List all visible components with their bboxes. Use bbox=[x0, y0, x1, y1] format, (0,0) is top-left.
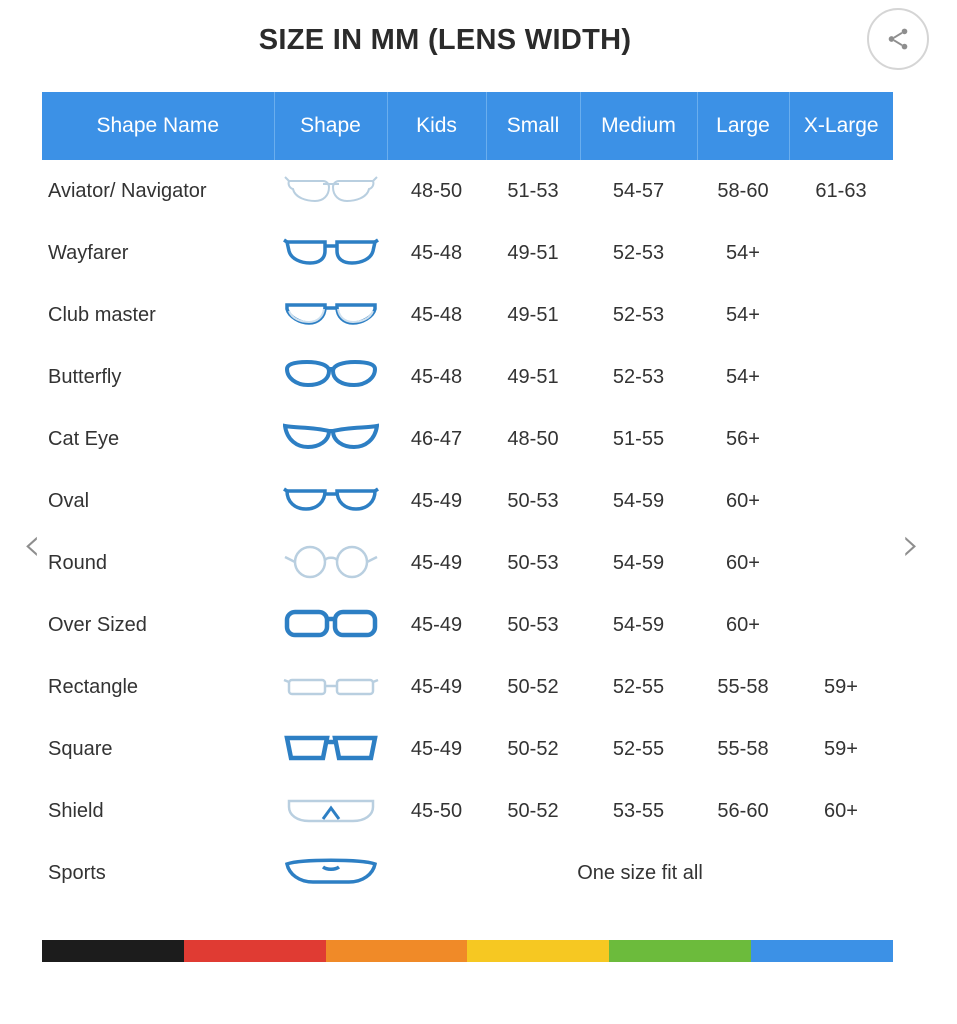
row-large: 54+ bbox=[726, 365, 760, 388]
table-row bbox=[42, 346, 893, 408]
row-large: 54+ bbox=[726, 241, 760, 264]
table-header-row bbox=[42, 92, 893, 160]
row-xlarge bbox=[789, 594, 893, 656]
row-shape-name: Square bbox=[48, 737, 113, 760]
row-medium: 54-57 bbox=[612, 179, 665, 202]
page-title: SIZE IN MM (LENS WIDTH) bbox=[258, 24, 632, 56]
row-shape-name: Over Sized bbox=[48, 613, 147, 636]
col-header-shape-name: Shape Name bbox=[42, 92, 274, 160]
table-row bbox=[42, 842, 893, 904]
row-shape-name: Club master bbox=[48, 303, 156, 326]
row-small: 51-53 bbox=[507, 179, 559, 202]
row-small: 48-50 bbox=[507, 427, 559, 450]
table-row bbox=[42, 284, 893, 346]
row-medium: 54-59 bbox=[612, 489, 665, 512]
table-row bbox=[42, 718, 893, 780]
col-header-shape: Shape bbox=[274, 92, 387, 160]
row-kids: 48-50 bbox=[410, 179, 463, 202]
row-large: 55-58 bbox=[717, 675, 769, 698]
row-kids: 45-48 bbox=[410, 303, 463, 326]
color-swatch-black bbox=[42, 940, 184, 962]
color-bar bbox=[42, 940, 893, 962]
color-swatch-green bbox=[609, 940, 751, 962]
one-size-note: One size fit all bbox=[577, 861, 703, 884]
row-small: 49-51 bbox=[507, 365, 559, 388]
row-medium: 54-59 bbox=[612, 551, 665, 574]
row-kids: 46-47 bbox=[410, 427, 463, 450]
aviator-glasses-icon bbox=[274, 160, 387, 222]
sports-glasses-icon bbox=[274, 842, 387, 904]
row-xlarge bbox=[789, 346, 893, 408]
row-kids: 45-49 bbox=[410, 551, 463, 574]
row-shape-name: Sports bbox=[48, 861, 106, 884]
row-kids: 45-48 bbox=[410, 241, 463, 264]
row-medium: 53-55 bbox=[612, 799, 665, 822]
row-medium: 52-55 bbox=[612, 675, 665, 698]
row-shape-name: Round bbox=[48, 551, 107, 574]
table-row bbox=[42, 532, 893, 594]
row-xlarge: 61-63 bbox=[815, 179, 867, 202]
oval-glasses-icon bbox=[274, 470, 387, 532]
share-button[interactable] bbox=[867, 8, 929, 70]
col-header-large: Large bbox=[697, 92, 789, 160]
next-arrow[interactable]: › bbox=[901, 517, 921, 571]
row-medium: 52-53 bbox=[612, 303, 665, 326]
row-large: 60+ bbox=[726, 613, 760, 636]
row-medium: 52-53 bbox=[612, 365, 665, 388]
clubmaster-glasses-icon bbox=[274, 284, 387, 346]
prev-arrow[interactable]: ‹ bbox=[22, 517, 42, 571]
table-row bbox=[42, 160, 893, 222]
col-header-kids: Kids bbox=[387, 92, 486, 160]
size-table-container bbox=[42, 92, 893, 904]
row-xlarge: 60+ bbox=[824, 799, 858, 822]
row-small: 50-53 bbox=[507, 489, 559, 512]
row-xlarge bbox=[789, 408, 893, 470]
row-xlarge bbox=[789, 532, 893, 594]
row-large: 60+ bbox=[726, 489, 760, 512]
row-shape-name: Wayfarer bbox=[48, 241, 129, 264]
row-small: 50-53 bbox=[507, 613, 559, 636]
round-glasses-icon bbox=[274, 532, 387, 594]
table-row bbox=[42, 780, 893, 842]
col-header-small: Small bbox=[486, 92, 580, 160]
color-swatch-red bbox=[184, 940, 326, 962]
table-row bbox=[42, 408, 893, 470]
row-small: 49-51 bbox=[507, 241, 559, 264]
rectangle-glasses-icon bbox=[274, 656, 387, 718]
row-kids: 45-49 bbox=[410, 613, 463, 636]
row-large: 60+ bbox=[726, 551, 760, 574]
row-xlarge bbox=[789, 284, 893, 346]
row-medium: 54-59 bbox=[612, 613, 665, 636]
row-shape-name: Rectangle bbox=[48, 675, 139, 698]
cateye-glasses-icon bbox=[274, 408, 387, 470]
row-large: 55-58 bbox=[717, 737, 769, 760]
col-header-xlarge: X-Large bbox=[789, 92, 893, 160]
row-large: 54+ bbox=[726, 303, 760, 326]
row-kids: 45-49 bbox=[410, 489, 463, 512]
row-xlarge bbox=[789, 470, 893, 532]
share-icon bbox=[885, 26, 911, 52]
oversized-glasses-icon bbox=[274, 594, 387, 656]
size-table bbox=[42, 92, 893, 904]
row-medium: 52-55 bbox=[612, 737, 665, 760]
row-shape-name: Aviator/ Navigator bbox=[48, 179, 207, 202]
row-shape-name: Shield bbox=[48, 799, 104, 822]
table-row bbox=[42, 222, 893, 284]
row-small: 50-52 bbox=[507, 675, 559, 698]
row-small: 49-51 bbox=[507, 303, 559, 326]
table-row bbox=[42, 656, 893, 718]
color-swatch-orange bbox=[326, 940, 468, 962]
butterfly-glasses-icon bbox=[274, 346, 387, 408]
row-xlarge: 59+ bbox=[824, 675, 858, 698]
shield-glasses-icon bbox=[274, 780, 387, 842]
row-shape-name: Oval bbox=[48, 489, 90, 512]
square-glasses-icon bbox=[274, 718, 387, 780]
row-large: 56+ bbox=[726, 427, 760, 450]
row-kids: 45-49 bbox=[410, 737, 463, 760]
row-medium: 51-55 bbox=[612, 427, 665, 450]
row-large: 56-60 bbox=[717, 799, 769, 822]
row-shape-name: Cat Eye bbox=[48, 427, 120, 450]
row-small: 50-52 bbox=[507, 737, 559, 760]
row-kids: 45-50 bbox=[410, 799, 463, 822]
wayfarer-glasses-icon bbox=[274, 222, 387, 284]
color-swatch-yellow bbox=[467, 940, 609, 962]
row-xlarge bbox=[789, 222, 893, 284]
table-row bbox=[42, 470, 893, 532]
row-kids: 45-49 bbox=[410, 675, 463, 698]
row-kids: 45-48 bbox=[410, 365, 463, 388]
color-swatch-blue bbox=[751, 940, 893, 962]
row-shape-name: Butterfly bbox=[48, 365, 122, 388]
table-row bbox=[42, 594, 893, 656]
row-medium: 52-53 bbox=[612, 241, 665, 264]
row-small: 50-52 bbox=[507, 799, 559, 822]
col-header-medium: Medium bbox=[580, 92, 697, 160]
row-small: 50-53 bbox=[507, 551, 559, 574]
row-large: 58-60 bbox=[717, 179, 769, 202]
row-xlarge: 59+ bbox=[824, 737, 858, 760]
